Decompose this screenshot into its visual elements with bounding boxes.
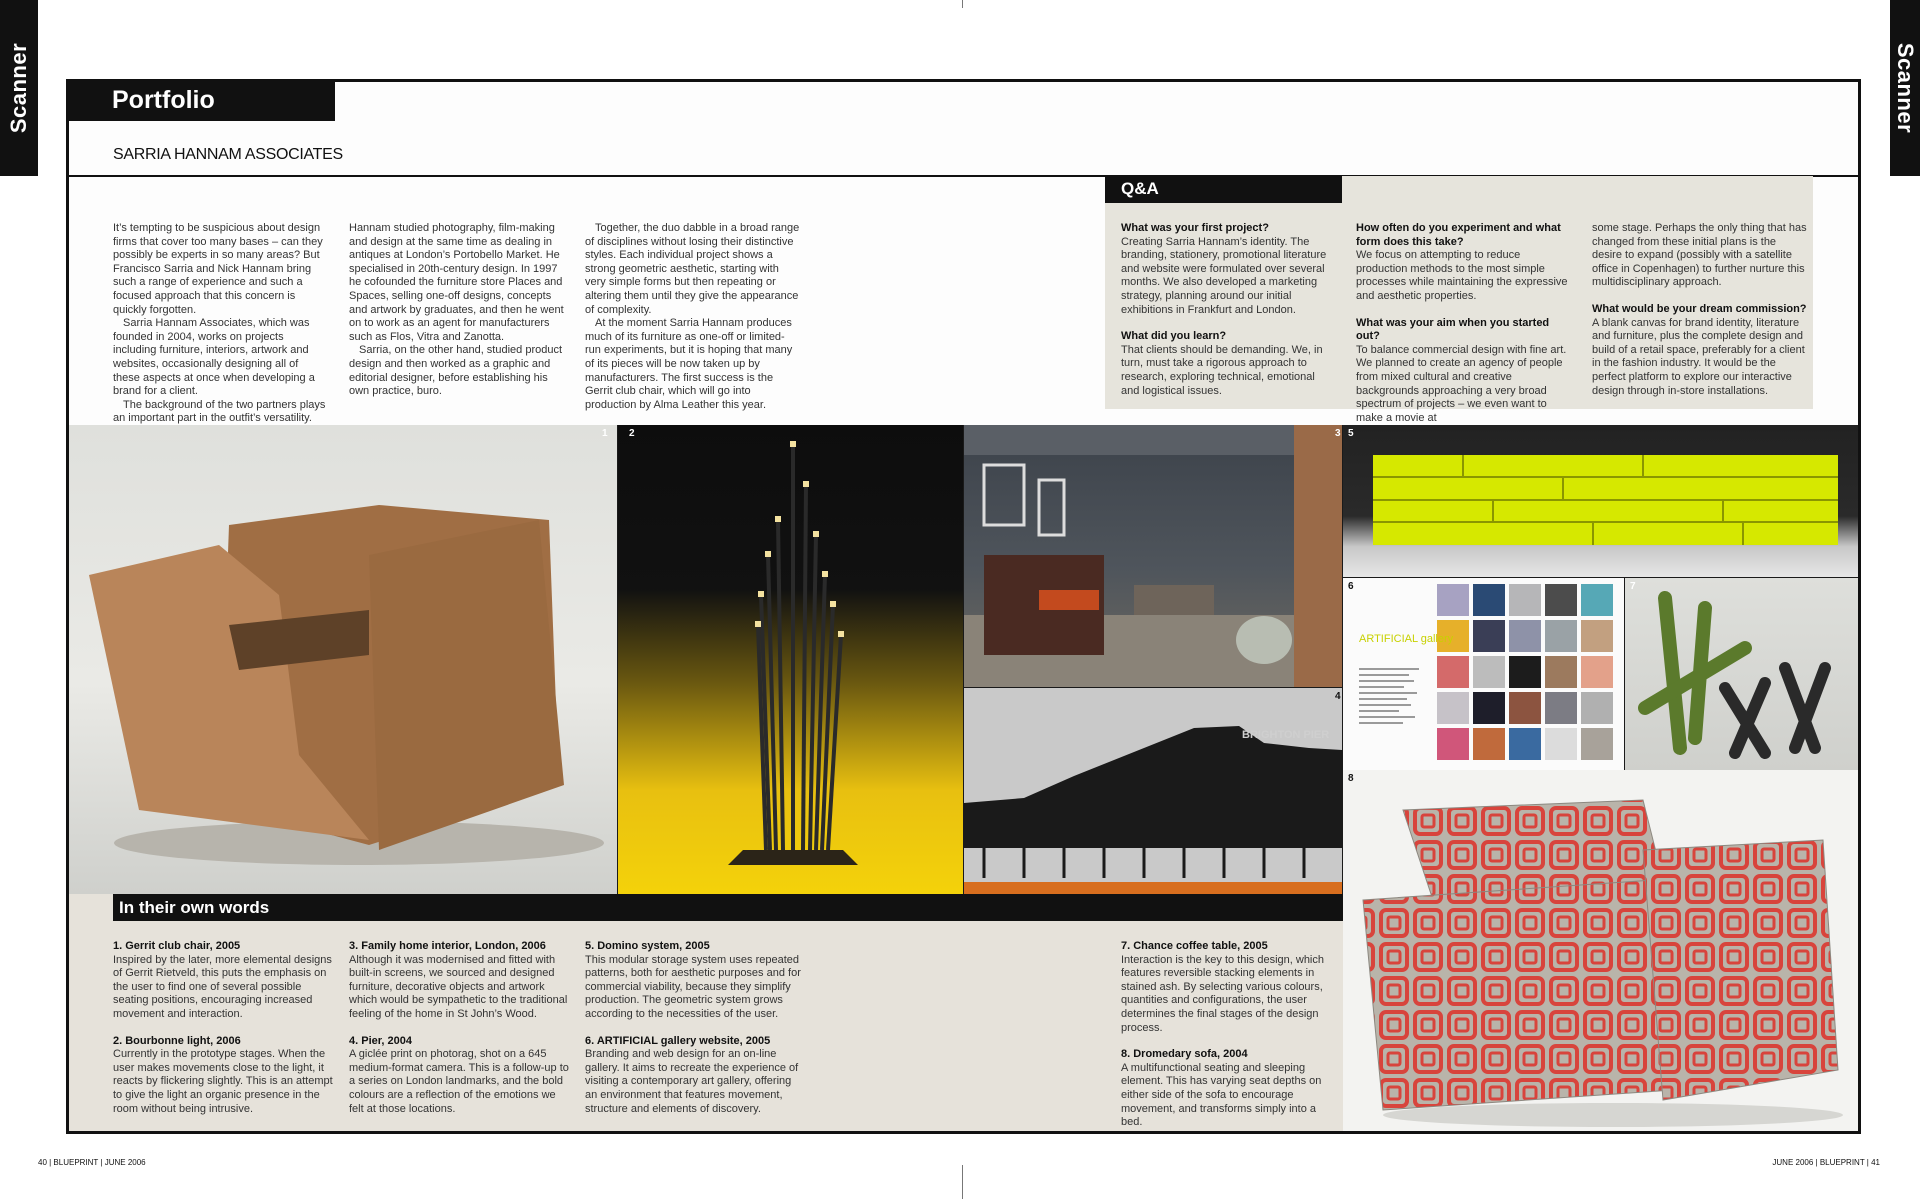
project-title: 3. Family home interior, London, 2006	[349, 940, 546, 952]
photo-chance-coffee-table	[1625, 578, 1858, 772]
project-title: 8. Dromedary sofa, 2004	[1121, 1048, 1248, 1061]
interior-illustration	[964, 425, 1342, 687]
photo-club-chair	[69, 425, 617, 894]
project-description: Interaction is the key to this design, which features reversible stacking elements in stained ash. By selecting various colours, quantities and configurations, the user determines the final stages of the design process.	[1121, 953, 1324, 1034]
intro-column-1	[113, 222, 328, 426]
photo-number: 4	[1335, 691, 1341, 702]
qa-question: What would be your dream commission?	[1592, 302, 1807, 315]
project-title: 6. ARTIFICIAL gallery website, 2005	[585, 1034, 771, 1047]
intro-paragraph: Together, the duo dabble in a broad range of disciplines without losing their distinctive styles. Each individual project shows a strong geometric aesthetic, starting with very simple forms but then repeating or altering them until they give the appearance of complexity.	[585, 222, 800, 316]
section-tab-left	[0, 0, 38, 176]
photo-family-interior	[964, 425, 1342, 687]
photo-pier	[964, 688, 1342, 894]
fold-mark-top	[962, 0, 963, 8]
light-illustration	[618, 425, 963, 894]
photo-gallery-website	[1343, 578, 1624, 772]
words-column-1	[113, 940, 333, 1116]
qa-answer: A blank canvas for brand identity, literature and furniture, plus the complete design and build of a retail space, preferably for a client in the fashion industry. It would be the perfect platform to explore our interactive design through in-store installations.	[1592, 316, 1805, 397]
photo-number: 1	[602, 428, 608, 439]
project-description: This modular storage system uses repeated patterns, both for aesthetic purposes and for commercial viability, because they simplify production. The geometric system grows according to the necessities of the user.	[585, 953, 801, 1020]
words-column-4	[1121, 940, 1336, 1130]
photo-number: 5	[1348, 428, 1354, 439]
qa-question: What was your aim when you started out?	[1356, 316, 1550, 343]
photo-domino-system	[1343, 425, 1858, 577]
project-description: Inspired by the later, more elemental designs of Gerrit Rietveld, this puts the emphasis on the user to find one of several possible seating positions, encouraging increased movement and interaction.	[113, 953, 332, 1020]
section-tab-label: Scanner	[1893, 42, 1918, 134]
section-title: Portfolio	[66, 79, 335, 121]
intro-paragraph: The background of the two partners plays an important part in the outfit’s versatility.	[113, 398, 326, 425]
qa-answer: Creating Sarria Hannam’s identity. The branding, stationery, promotional literature and website were formulated over several months. We also developed a marketing strategy, planning around our initial exhibitions in Frankfurt and London.	[1121, 235, 1327, 316]
project-description: A multifunctional seating and sleeping element. This has varying seat depths on either side of the sofa to encourage movement, and transforms simply into a bed.	[1121, 1061, 1322, 1129]
fold-mark-bottom	[962, 1165, 963, 1199]
intro-paragraph: Sarria, on the other hand, studied product design and then worked as a graphic and editorial designer, before establishing his own practice, buro.	[349, 344, 563, 398]
intro-column-3	[585, 222, 800, 412]
qa-column-1	[1121, 222, 1336, 398]
chair-illustration	[69, 425, 617, 894]
qa-heading: Q&A	[1105, 176, 1342, 203]
project-description: Although it was modernised and fitted with built-in screens, we sourced and designed furniture, decorative objects and artwork which would be sympathetic to the traditional feeling of the home in St John’s Wood.	[349, 953, 568, 1020]
photo-dromedary-sofa	[1343, 770, 1858, 1131]
words-heading: In their own words	[113, 894, 1343, 921]
qa-answer: That clients should be demanding. We, in turn, must take a rigorous approach to research, exploring technical, emotional and logistical issues.	[1121, 343, 1323, 397]
footer-right: JUNE 2006 | BLUEPRINT | 41	[1772, 1158, 1880, 1167]
words-column-3	[585, 940, 805, 1116]
footer-left: 40 | BLUEPRINT | JUNE 2006	[38, 1158, 146, 1167]
sofa-illustration	[1343, 770, 1858, 1131]
qa-answer: To balance commercial design with fine art. We planned to create an agency of people from mixed cultural and creative backgrounds approaching a very broad spectrum of projects – we even want to make a movie at	[1356, 343, 1567, 424]
project-title: 2. Bourbonne light, 2006	[113, 1034, 241, 1047]
project-title: 4. Pier, 2004	[349, 1034, 412, 1047]
table-illustration	[1625, 578, 1858, 772]
gallery-grid-illustration	[1343, 578, 1624, 772]
photo-number: 3	[1335, 428, 1341, 439]
project-description: Currently in the prototype stages. When the user makes movements close to the light, it reacts by flickering slightly. This is an attempt to give the light an organic presence in the room without being intrusive.	[113, 1048, 333, 1115]
qa-column-3	[1592, 222, 1807, 398]
project-description: Branding and web design for an on-line gallery. It aims to recreate the experience of visiting a contemporary art gallery, offering an environment that features movement, structure and elements of discovery.	[585, 1048, 799, 1115]
gallery-thumb-title: ARTIFICIAL gallery	[1359, 633, 1454, 645]
photo-number: 2	[629, 428, 635, 439]
pier-sign-text: BRIGHTON PIER	[1242, 729, 1330, 741]
qa-question: How often do you experiment and what form does this take?	[1356, 222, 1561, 248]
photo-bourbonne-light	[618, 425, 963, 894]
intro-paragraph: It’s tempting to be suspicious about design firms that cover too many bases – can they possibly be experts in so many areas? But Francisco Sarria and Nick Hannam bring such a range of experience and such a focused approach that this concern is quickly forgotten.	[113, 222, 323, 316]
pier-illustration	[964, 688, 1342, 894]
domino-illustration	[1343, 425, 1858, 577]
intro-paragraph: Sarria Hannam Associates, which was founded in 2004, works on projects including furniture, interiors, artwork and websites, occasionally designing all of these aspects at once when developing a brand for a client.	[113, 317, 315, 398]
intro-paragraph: At the moment Sarria Hannam produces much of its furniture as one-off or limited-run experiments, but it is hoping that many of its pieces will be now taken up by manufacturers. The first success is the Gerrit club chair, which will go into production by Alma Leather this year.	[585, 317, 793, 411]
qa-question: What did you learn?	[1121, 330, 1227, 343]
words-column-2	[349, 940, 569, 1116]
project-description: A giclée print on photorag, shot on a 645 medium-format camera. This is a follow-up to a series on London landmarks, and the bold colours are a reflection of the emotions we felt at those locations.	[349, 1048, 569, 1115]
section-tab-right	[1890, 0, 1920, 176]
intro-paragraph: Hannam studied photography, film-making and design at the same time as dealing in antiques at London’s Portobello Market. He specialised in 20th-century design. In 1997 he cofounded the furniture store Places and Spaces, selling one-off designs, concepts and artwork by graduates, and then he went on to work as an agent for manufacturers such as Flos, Vitra and Zanotta.	[349, 222, 564, 343]
section-tab-label: Scanner	[6, 42, 31, 134]
photo-number: 8	[1348, 773, 1354, 784]
project-title: 7. Chance coffee table, 2005	[1121, 940, 1268, 952]
qa-column-2	[1356, 222, 1571, 425]
project-title: 5. Domino system, 2005	[585, 940, 710, 952]
photo-number: 6	[1348, 581, 1354, 592]
qa-question: What was your first project?	[1121, 222, 1269, 234]
page-subtitle: SARRIA HANNAM ASSOCIATES	[113, 146, 343, 163]
photo-number: 7	[1630, 581, 1636, 592]
intro-column-2	[349, 222, 564, 399]
qa-answer: We focus on attempting to reduce production methods to the most simple processes while maintaining the expressive and aesthetic properties.	[1356, 249, 1568, 302]
qa-answer: some stage. Perhaps the only thing that has changed from these initial plans is the desire to expand (possibly with a satellite office in Copenhagen) to further nurture this multidisciplinary approach.	[1592, 222, 1807, 289]
project-title: 1. Gerrit club chair, 2005	[113, 940, 241, 952]
